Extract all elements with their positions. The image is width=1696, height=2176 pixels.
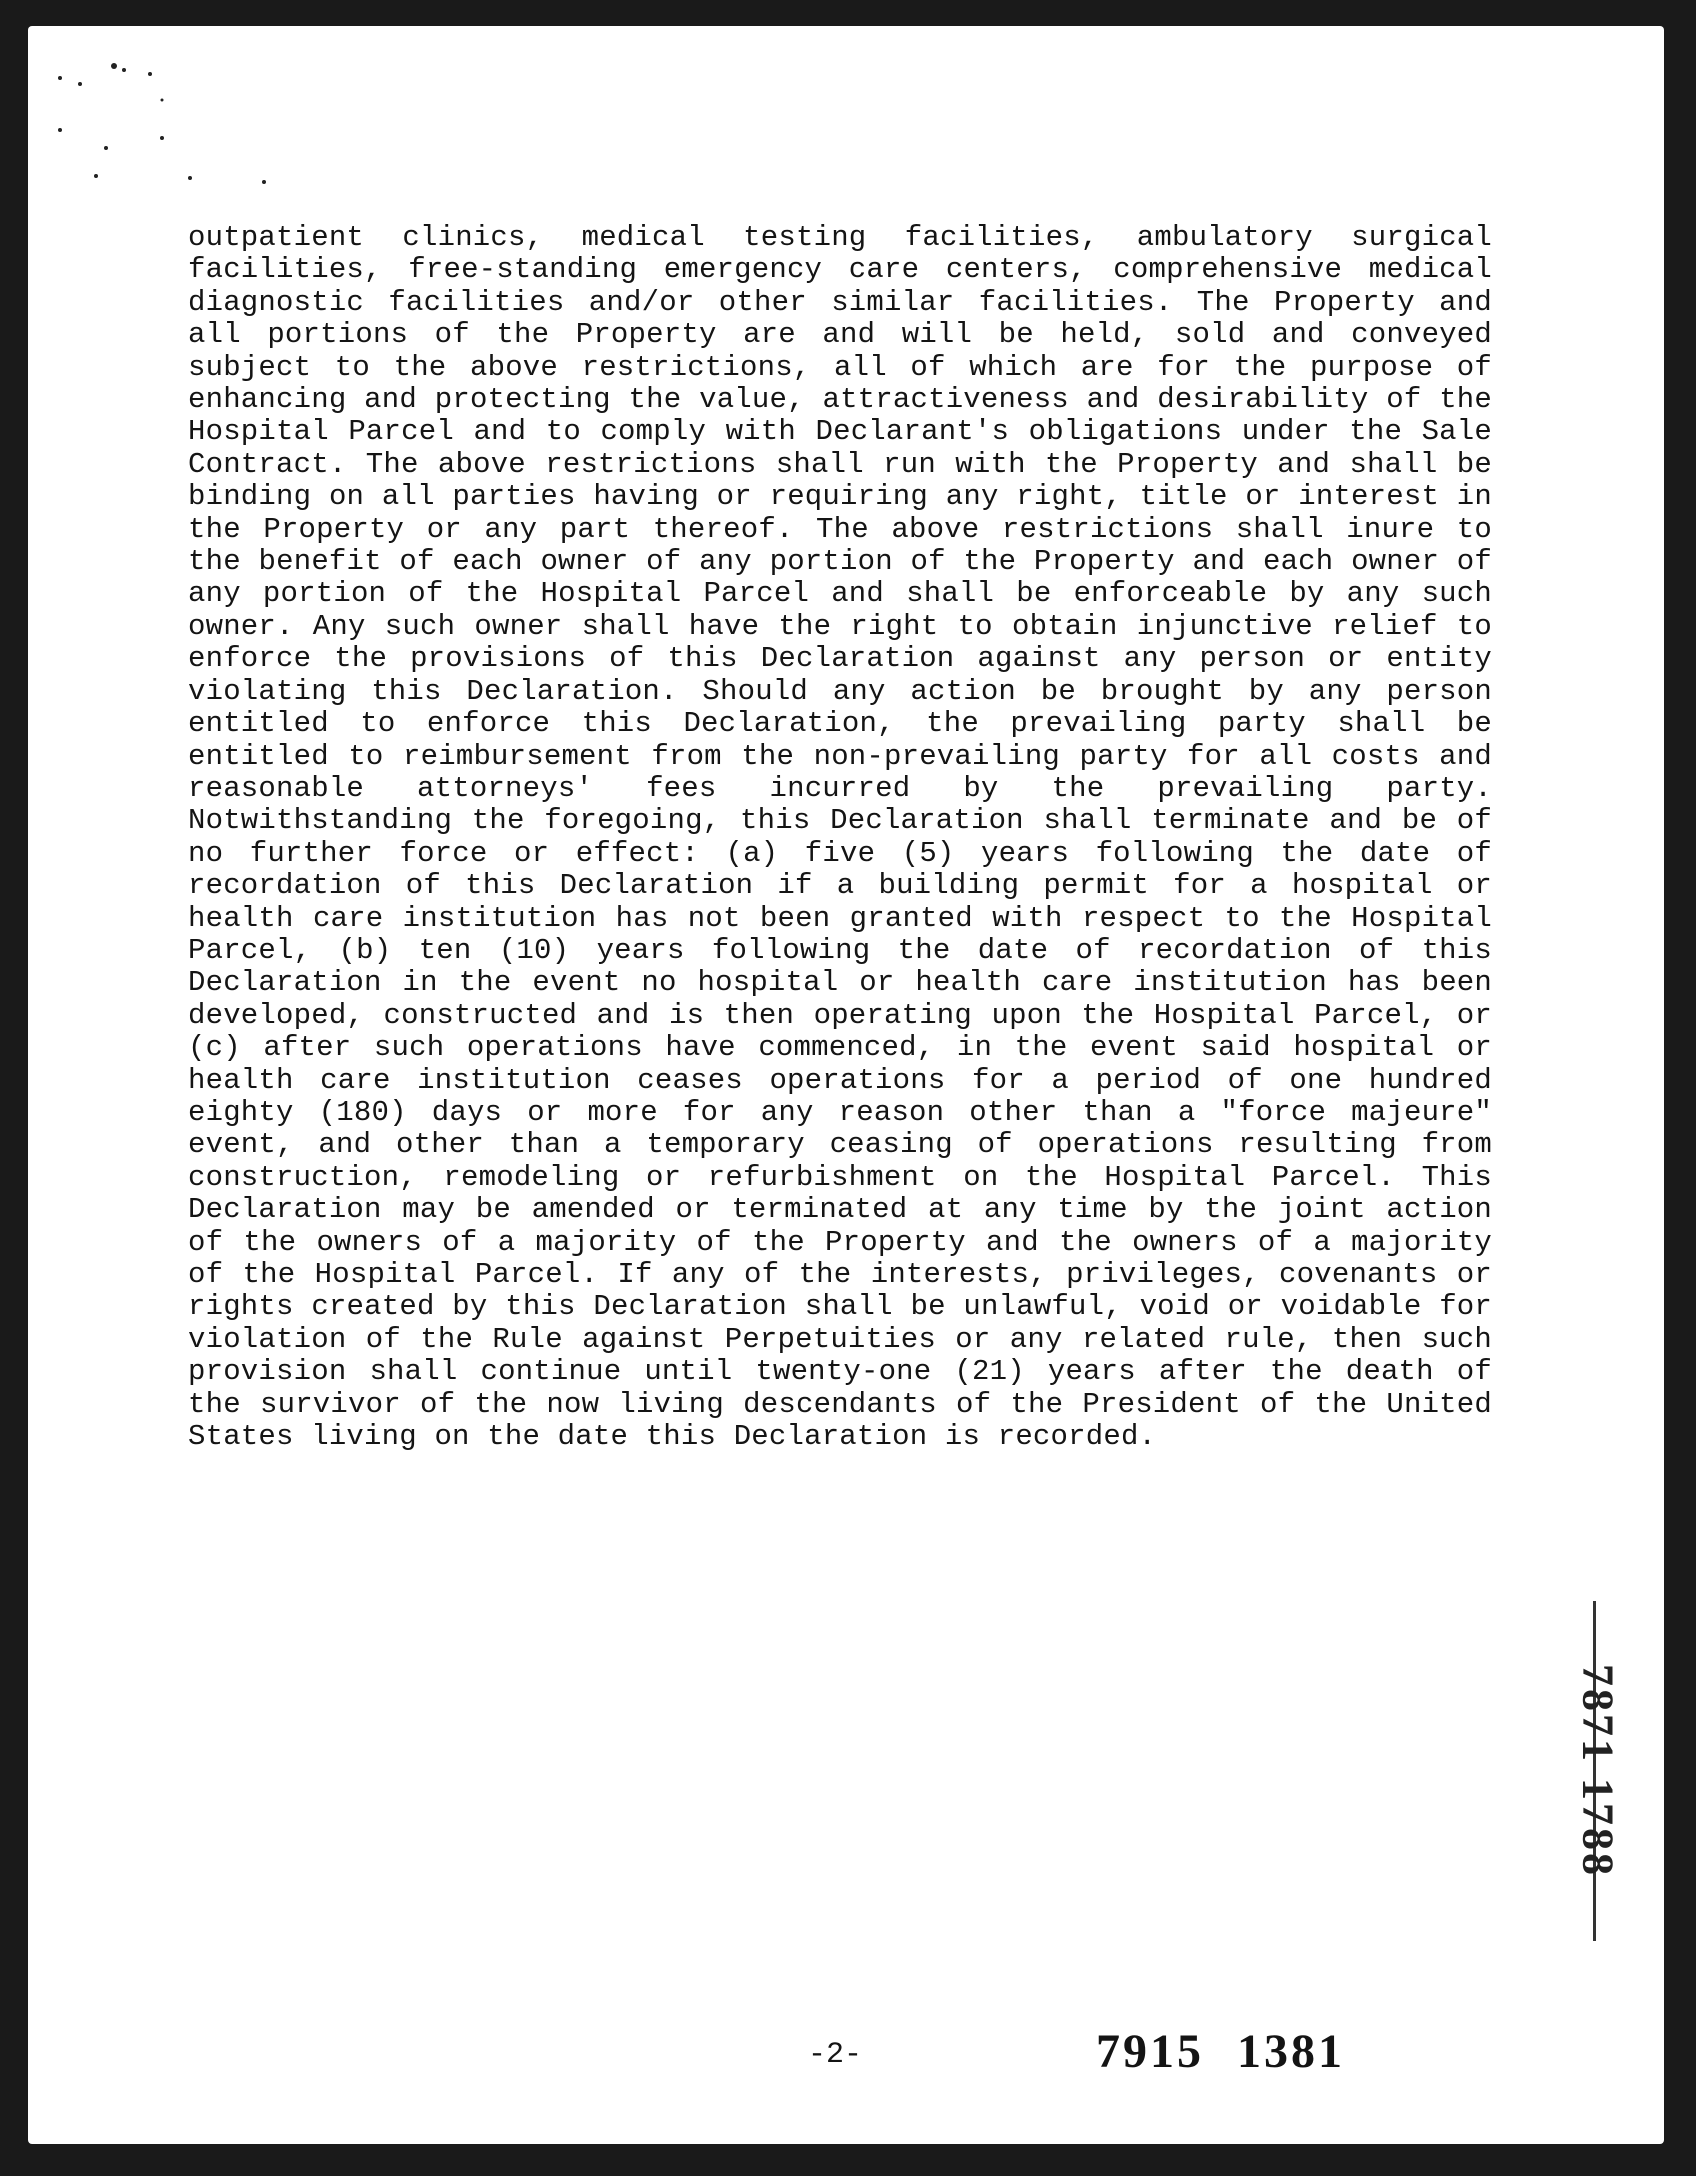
scan-specks [28,26,328,226]
document-page [28,26,1664,2144]
margin-stamp-number: 7871 1788 [1573,1664,1623,1878]
declaration-body-text: outpatient clinics, medical testing facilities, ambulatory surgical facilities, free-standing emergency care centers, comprehensive medical diagnostic facilities and/or other similar facilities. The Property and all portions of the Property are and will be held, sold and conveyed subject to the above restrictions, all of which are for the purpose of enhancing and protecting the value, attractiveness and desirability of the Hospital Parcel and to comply with Declarant's obligations under the Sale Contract. The above restrictions shall run with the Property and shall be binding on all parties having or requiring any right, title or interest in the Property or any part thereof. The above restrictions shall inure to the benefit of each owner of any portion of the Property and each owner of any portion of the Hospital Parcel and shall be enforceable by any such owner. Any such owner shall have the right to obtain injunctive relief to enforce the provisions of this Declaration against any person or entity violating this Declaration. Should any action be brought by any person entitled to enforce this Declaration, the prevailing party shall be entitled to reimbursement from the non-prevailing party for all costs and reasonable attorneys' fees incurred by the prevailing party. Notwithstanding the foregoing, this Declaration shall terminate and be of no further force or effect: (a) five (5) years following the date of recordation of this Declaration if a building permit for a hospital or health care institution has not been granted with respect to the Hospital Parcel, (b) ten (10) years following the date of recordation of this Declaration in the event no hospital or health care institution has been developed, constructed and is then operating upon the Hospital Parcel, or (c) after such operations have commenced, in the event said hospital or health care institution ceases operations for a period of one hundred eighty (180) days or more for any reason other than a "force majeure" event, and other than a temporary ceasing of operations resulting from construction, remodeling or refurbishment on the Hospital Parcel. This Declaration may be amended or terminated at any time by the joint action of the owners of a majority of the Property and the owners of a majority of the Hospital Parcel. If any of the interests, privileges, covenants or rights created by this Declaration shall be unlawful, void or voidable for violation of the Rule against Perpetuities or any related rule, then such provision shall continue until twenty-one (21) years after the death of the survivor of the now living descendants of the President of the United States living on the date this Declaration is recorded. [188,221,1492,1454]
recording-number: 7915 1381 [1096,2025,1345,2078]
margin-stamp [1543,1591,1653,1951]
page-number: -2- [808,2038,863,2072]
